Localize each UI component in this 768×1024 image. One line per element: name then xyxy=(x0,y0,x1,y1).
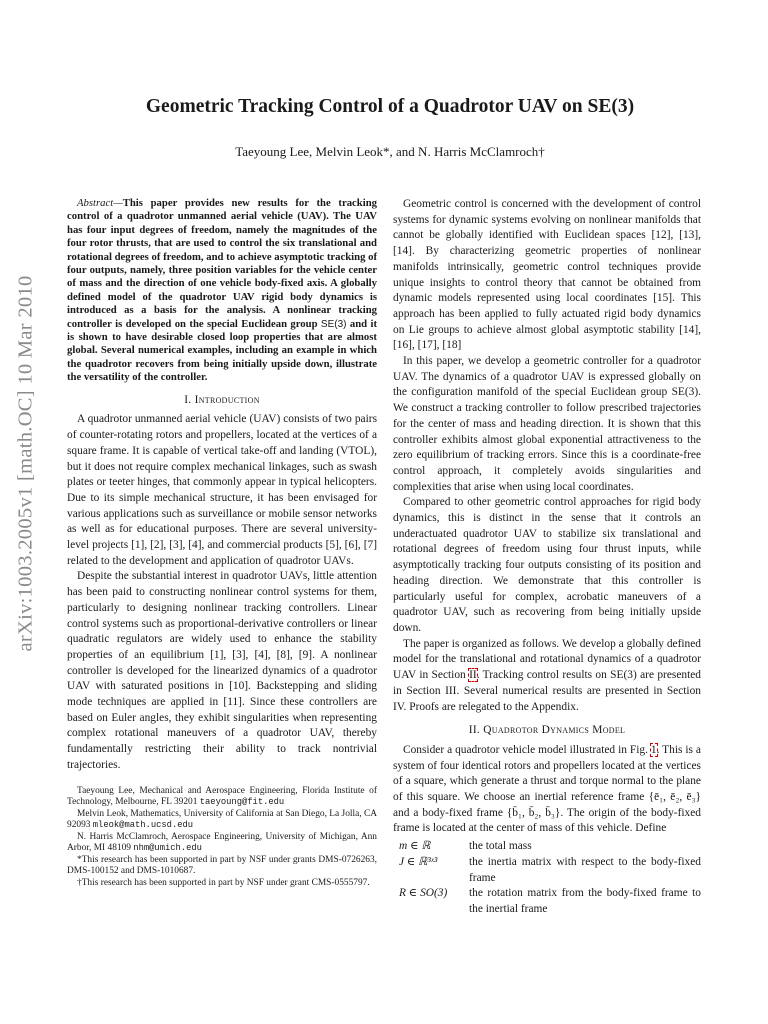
footnote-lee: Taeyoung Lee, Mechanical and Aerospace Engineering, Florida Institute of Technology, Melbourne, FL 39201 taeyoung@fit.edu xyxy=(67,785,377,808)
abstract-text-1: This paper provides new results for the tracking control of a quadrotor unmanned aerial vehicle (UAV). The UAV has four input degrees of freedom, namely the magnitudes of the four rotor thrusts, that are used to control the six translational and rotational degrees of freedom, and to achieve asymptotic tracking of four outputs, namely, three position variables for the vehicle center of mass and the direction of one vehicle body-fixed axis. A globally defined model of the quadrotor UAV rigid body dynamics is introduced as a basis for the analysis. A nonlinear tracking controller is developed on the special Euclidean group xyxy=(67,197,377,330)
definition-text: the inertia matrix with respect to the body-fixed frame xyxy=(469,855,701,884)
intro-paragraph-3: Geometric control is concerned with the development of control systems for dynamic systems evolving on nonlinear manifolds that cannot be globally identified with Euclidean spaces [12], [13], [14]. By characterizing geometric properties of nonlinear manifolds intrinsically, geometric control techniques provide unique insights to control theory that cannot be obtained from dynamic models represented using local coordinates [15]. This approach has been applied to fully actuated rigid body dynamics on Lie groups to achieve almost global asymptotic stability [14], [16], [17], [18] xyxy=(393,198,701,352)
footnote-funding-2: †This research has been supported in part by NSF under grant CMS-0555797. xyxy=(77,877,370,888)
section-ref-link[interactable]: II xyxy=(469,669,477,682)
definition-list xyxy=(393,839,701,918)
abstract-text-2: and it is shown to have desirable closed loop properties that are almost global. Several numerical examples, including an example in which the quadrotor recovers from being initially upside down, illustrate the versatility of the controller. xyxy=(67,317,378,384)
intro-paragraph-4: In this paper, we develop a geometric controller for a quadrotor UAV. The dynamics of a quadrotor UAV is expressed globally on the configuration manifold of the special Euclidean group SE(3). We construct a tracking controller to follow prescribed trajectories for the center of mass and heading direction. It is shown that this controller exhibits almost global exponential attractiveness to the zero equilibrium of tracking errors. Since this is a coordinate-free control approach, it completely avoids singularities and complexities that arise when using local coordinates. xyxy=(393,355,701,493)
abstract: Abstract—This paper provides new results for the tracking control of a quadrotor unmanned aerial vehicle (UAV). The UAV has four input degrees of freedom, namely the magnitudes of the four rotor thrusts, that are used to control the six translational and rotational degrees of freedom, and to achieve asymptotic tracking of four outputs, namely, three position variables for the vehicle center of mass and the direction of one vehicle body-fixed axis. A globally defined model of the quadrotor UAV rigid body dynamics is introduced as a basis for the analysis. A nonlinear tracking controller is developed on the special Euclidean group SE(3) and it is shown to have desirable closed loop properties that are almost global. Several numerical examples, including an example in which the quadrotor recovers from being initially upside down, illustrate the versatility of the controller. xyxy=(67,197,378,384)
definition-text: the total mass xyxy=(469,840,532,853)
arxiv-stamp-text: arXiv:1003.2005v1 [math.OC] 10 Mar 2010 xyxy=(14,274,37,652)
email-link-leok[interactable]: mleok@math.ucsd.edu xyxy=(92,820,194,831)
definition-row xyxy=(393,886,701,917)
footnote-mcclamroch: N. Harris McClamroch, Aerospace Engineering, University of Michigan, Ann Arbor, MI 48109 nhm@umich.edu xyxy=(67,831,377,854)
section-heading-introduction: I. Introduction xyxy=(184,393,260,406)
footnote-funding-1: *This research has been supported in part by NSF under grants DMS-0726263, DMS-100152 and DMS-1010687. xyxy=(67,854,377,877)
left-column xyxy=(67,197,377,889)
definition-symbol: m ∈ ℝ xyxy=(399,840,431,853)
paper-authors: Taeyoung Lee, Melvin Leok*, and N. Harris McClamroch† xyxy=(235,144,545,159)
definition-text: the rotation matrix from the body-fixed frame to the inertial frame xyxy=(469,887,701,915)
abstract-group: SE(3) xyxy=(320,318,347,330)
dynamics-paragraph-1: Consider a quadrotor vehicle model illustrated in Fig. 1. This is a system of four identical rotors and propellers located at the vertices of a square, which generate a thrust and torque normal to the plane of this square. We choose an inertial reference frame {ē₁, ē₂, ē₃} and a body-fixed frame {b̄₁, b̄₂, b̄₃}. The origin of the body-fixed frame is located at the center of mass of this vehicle. Define xyxy=(393,743,701,835)
definition-row xyxy=(393,855,701,886)
email-link-lee[interactable]: taeyoung@fit.edu xyxy=(199,797,285,808)
intro-paragraph-1: A quadrotor unmanned aerial vehicle (UAV) consists of two pairs of counter-rotating rotors and propellers, located at the vertices of a square frame. It is capable of vertical take-off and landing (VTOL), but it does not require complex mechanical linkages, such as swash plates or teeter hinges, that commonly appear in typical helicopters. Due to its simple mechanical structure, it has been envisaged for various applications such as surveillance or mobile sensor networks as well as for educational purposes. There are several university-level projects [1], [2], [3], [4], and commercial products [5], [6], [7] related to the development and application of quadrotor UAVs. xyxy=(67,413,377,567)
paper-title: Geometric Tracking Control of a Quadrotor UAV on SE(3) xyxy=(145,96,635,117)
definition-row xyxy=(393,839,701,855)
footnotes xyxy=(67,786,377,890)
definition-symbol: J ∈ ℝ³ˣ³ xyxy=(399,855,438,868)
intro-paragraph-5: Compared to other geometric control approaches for rigid body dynamics, this is distinct in the sense that it controls an underactuated quadrotor UAV to stabilize six translational and rotational degrees of freedom using four thrust inputs, while asymptotically tracking four outputs consisting of its position and heading direction. We demonstrate that this controller is particularly useful for complex, acrobatic maneuvers of a quadrotor UAV, such as recovering from being initially upside down. xyxy=(393,496,701,634)
email-link-mcclamroch[interactable]: nhm@umich.edu xyxy=(133,843,202,854)
right-column xyxy=(393,197,701,918)
intro-paragraph-2: Despite the substantial interest in quadrotor UAVs, little attention has been paid to constructing nonlinear control systems for them, particularly to designing nonlinear tracking controllers. Linear control systems such as proportional-derivative controllers or linear quadratic regulators are widely used to enhance the stability properties of an equilibrium [1], [3], [4], [8], [9]. A nonlinear controller is developed for the linearized dynamics of a quadrotor UAV with saturated positions in [10]. Backstepping and sliding mode techniques are applied in [11]. Since these controllers are based on Euler angles, they exhibit singularities when representing complex rotational maneuvers of a quadrotor UAV, thereby fundamentally restricting their ability to track nontrivial trajectories. xyxy=(67,570,377,771)
arxiv-stamp xyxy=(9,228,43,698)
abstract-label: Abstract xyxy=(77,197,114,209)
definition-symbol: R ∈ SO(3) xyxy=(399,887,448,900)
footnote-leok: Melvin Leok, Mathematics, University of California at San Diego, La Jolla, CA 92093 mleok@math.ucsd.edu xyxy=(67,808,377,831)
figure-ref-link[interactable]: 1 xyxy=(650,743,657,756)
intro-paragraph-6: The paper is organized as follows. We develop a globally defined model for the translational and rotational dynamics of a quadrotor UAV in Section II. Tracking control results on SE(3) are presented in Section III. Several numerical results are presented in Section IV. Proofs are relegated to the Appendix. xyxy=(393,637,701,713)
section-heading-dynamics: II. Quadrotor Dynamics Model xyxy=(468,724,626,737)
